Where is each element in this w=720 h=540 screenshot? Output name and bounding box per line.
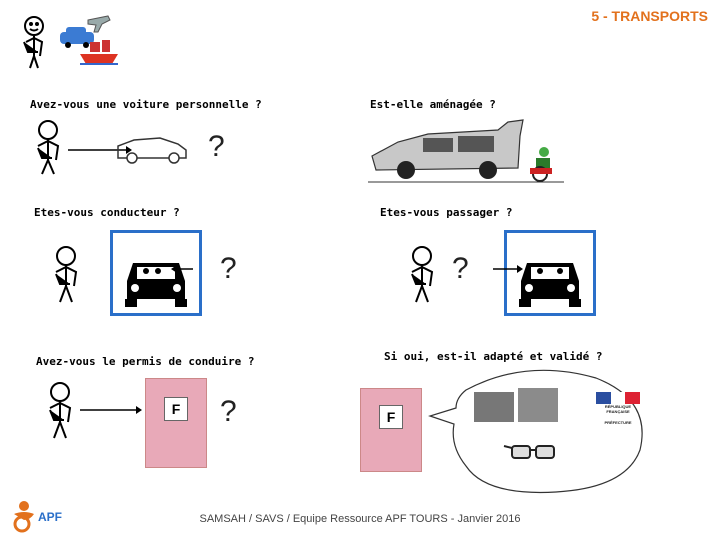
question-driver: Etes-vous conducteur ? [34, 206, 180, 219]
wheelchair-icon [530, 147, 552, 181]
prefecture-logo: RÉPUBLIQUE FRANÇAISE PRÉFECTURE [596, 392, 640, 436]
adapted-steering-photo [474, 392, 514, 422]
row-person-car [30, 118, 230, 176]
question-mark: ? [220, 252, 237, 285]
question-adapted: Est-elle aménagée ? [370, 98, 496, 111]
person-icon [50, 383, 70, 438]
adapted-wheelchair-photo [518, 388, 558, 422]
footer: SAMSAH / SAVS / Equipe Ressource APF TOURS - Janvier 2016 [199, 513, 521, 525]
question-license-adapted: Si oui, est-il adapté et validé ? [384, 350, 603, 363]
adapted-van-image [368, 112, 564, 186]
transport-pictogram [18, 12, 118, 70]
row-person-license [40, 380, 144, 442]
question-license: Avez-vous le permis de conduire ? [36, 355, 255, 368]
page-title: 5 - TRANSPORTS [591, 8, 708, 24]
person-icon [46, 244, 96, 304]
license-letter: F [164, 397, 188, 421]
car-driver-icon [113, 233, 199, 313]
apf-logo: APF [10, 500, 90, 532]
license-letter: F [379, 405, 403, 429]
person-icon [38, 121, 58, 174]
driving-license-image [145, 378, 207, 468]
glasses-icon [504, 446, 554, 458]
car-icon [60, 27, 94, 48]
question-mark: ? [220, 395, 237, 428]
question-passenger: Etes-vous passager ? [380, 206, 513, 219]
plane-icon [88, 16, 110, 32]
driving-license-image [360, 388, 422, 472]
question-mark: ? [208, 130, 225, 163]
question-car-personal: Avez-vous une voiture personnelle ? [30, 98, 262, 111]
driver-frame [110, 230, 202, 316]
question-mark: ? [452, 252, 469, 285]
passenger-frame [504, 230, 596, 316]
person-icon [402, 244, 452, 304]
car-passenger-icon [507, 233, 593, 313]
person-icon [24, 17, 43, 68]
